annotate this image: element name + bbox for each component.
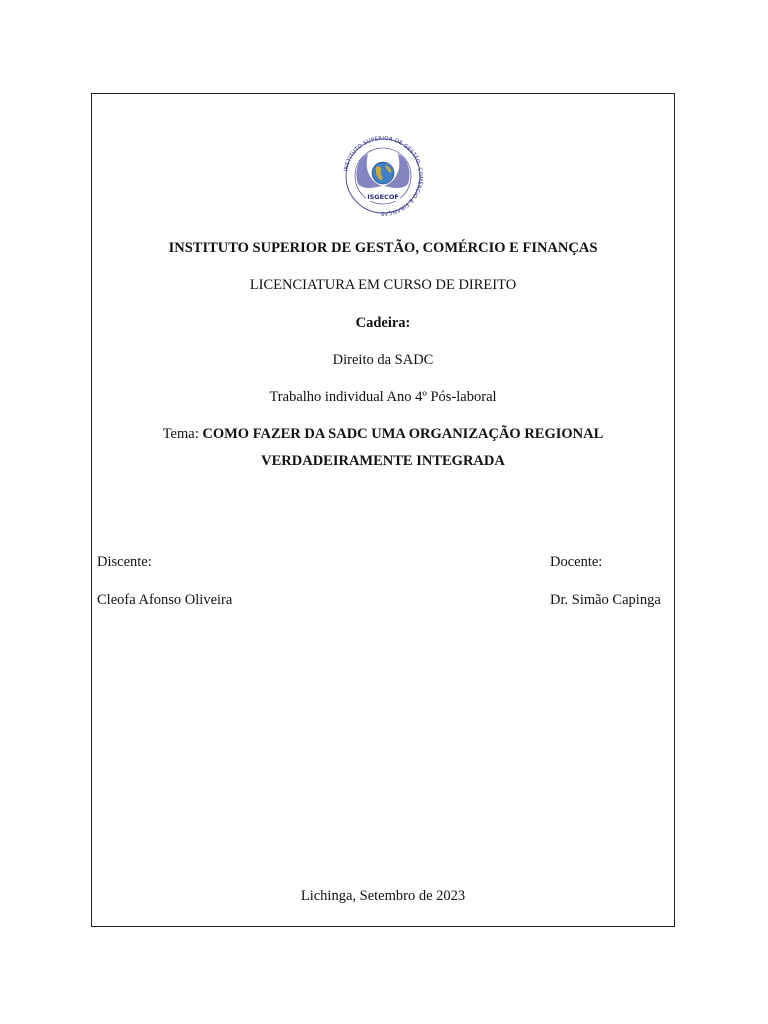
isgecof-emblem-icon bbox=[336, 136, 430, 216]
theme-label: Tema: bbox=[162, 426, 199, 442]
work-info: Trabalho individual Ano 4º Pós-laboral bbox=[269, 389, 497, 405]
logo-ring-text: INSTITUTO SUPERIOR DE GESTÃO, COMÉRCIO E FINANÇAS bbox=[343, 136, 424, 216]
page-border bbox=[91, 93, 675, 927]
teacher-label: Docente: bbox=[550, 554, 603, 570]
teacher-name: Dr. Simão Capinga bbox=[550, 592, 661, 608]
student-name: Cleofa Afonso Oliveira bbox=[97, 592, 233, 608]
place-and-date: Lichinga, Setembro de 2023 bbox=[300, 888, 466, 904]
student-label: Discente: bbox=[97, 554, 152, 570]
subject-name: Direito da SADC bbox=[332, 352, 434, 368]
theme-line-1 bbox=[91, 426, 675, 443]
degree-name: LICENCIATURA EM CURSO DE DIREITO bbox=[249, 277, 517, 293]
theme-title-line-2: VERDADEIRAMENTE INTEGRADA bbox=[261, 453, 505, 469]
theme-title-line-1: COMO FAZER DA SADC UMA ORGANIZAÇÃO REGIONAL bbox=[202, 426, 604, 442]
logo-acronym: ISGECOF bbox=[367, 193, 399, 201]
subject-label: Cadeira: bbox=[355, 315, 411, 331]
institution-name: INSTITUTO SUPERIOR DE GESTÃO, COMÉRCIO E FINANÇAS bbox=[168, 240, 598, 256]
isgecof-logo bbox=[336, 136, 430, 216]
